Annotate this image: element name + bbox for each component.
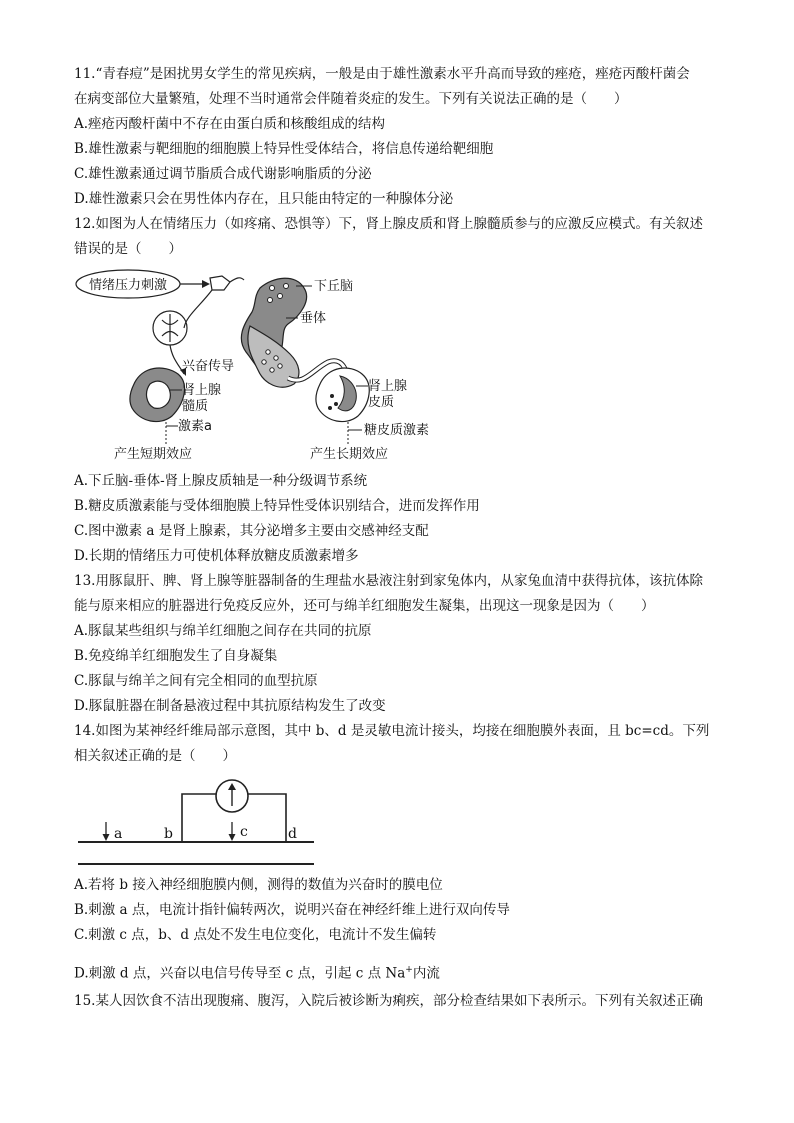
sodium-charge: +	[405, 965, 413, 975]
q14-option-d-tail: 内流	[412, 965, 440, 982]
q12-stem-line-2: 错误的是（ ）	[74, 241, 182, 257]
q14-stem-line-2: 相关叙述正确的是（ ）	[74, 748, 236, 764]
glucocorticoid-label: 糖皮质激素	[364, 423, 430, 438]
q14-option-d	[74, 960, 440, 984]
conduction-label: 兴奋传导	[182, 359, 235, 374]
q11-option-c: C.雄性激素通过调节脂质合成代谢影响脂质的分泌	[74, 166, 372, 182]
q13-option-a: A.豚鼠某些组织与绵羊红细胞之间存在共同的抗原	[74, 623, 372, 639]
adrenal-cortex	[316, 368, 369, 422]
q14-option-c: C.刺激 c 点，b、d 点处不发生电位变化，电流计不发生偏转	[74, 927, 437, 943]
short-effect-label: 产生短期效应	[114, 447, 193, 462]
q11-option-d: D.雄性激素只会在男性体内存在，且只能由特定的一种腺体分泌	[74, 191, 454, 207]
nerve-fiber-figure	[74, 776, 324, 872]
q13-option-c: C.豚鼠与绵羊之间有完全相同的血型抗原	[74, 673, 318, 689]
point-a-label: a	[114, 826, 123, 842]
q14-option-d-text: D.刺激 d 点，兴奋以电信号传导至 c 点，引起 c 点 Na	[74, 965, 406, 982]
medulla-label-2: 髓质	[182, 399, 209, 414]
stress-response-figure	[74, 266, 464, 466]
q12-option-d: D.长期的情绪压力可使机体释放糖皮质激素增多	[74, 548, 359, 564]
hypothalamus-label: 下丘脑	[314, 279, 354, 294]
hormone-a-label: 激素a	[178, 419, 212, 434]
q11-stem-line-2: 在病变部位大量繁殖，处理不当时通常会伴随着炎症的发生。下列有关说法正确的是（ ）	[74, 91, 628, 107]
q14-stem-line-1: 14.如图为某神经纤维局部示意图，其中 b、d 是灵敏电流计接头，均接在细胞膜外表面，且 bc=cd。下列	[74, 723, 710, 739]
q15-stem-line-1: 15.某人因饮食不洁出现腹痛、腹泻，入院后被诊断为痢疾，部分检查结果如下表所示。下列有关叙述正确	[74, 993, 703, 1009]
q11-option-b: B.雄性激素与靶细胞的细胞膜上特异性受体结合，将信息传递给靶细胞	[74, 141, 494, 157]
cortex-label-2: 皮质	[368, 395, 395, 410]
q13-stem-line-2: 能与原来相应的脏器进行免疫反应外，还可与绵羊红细胞发生凝集，出现这一现象是因为（ ）	[74, 598, 655, 614]
pituitary-label: 垂体	[300, 311, 327, 326]
q13-option-b: B.免疫绵羊红细胞发生了自身凝集	[74, 648, 278, 664]
long-effect-label: 产生长期效应	[310, 447, 389, 462]
medulla-label-1: 肾上腺	[182, 383, 222, 398]
q11-stem-line-1: 11.“青春痘”是困扰男女学生的常见疾病，一般是由于雄性激素水平升高而导致的痤疮，痤疮丙酸杆菌会	[74, 66, 690, 82]
point-c-label: c	[240, 824, 248, 840]
q12-option-b: B.糖皮质激素能与受体细胞膜上特异性受体识别结合，进而发挥作用	[74, 498, 480, 514]
q13-option-d: D.豚鼠脏器在制备悬液过程中其抗原结构发生了改变	[74, 698, 386, 714]
stimulus-label: 情绪压力刺激	[88, 278, 168, 293]
q12-option-a: A.下丘脑-垂体-肾上腺皮质轴是一种分级调节系统	[74, 473, 368, 489]
cortex-label-1: 肾上腺	[368, 379, 408, 394]
q12-option-c: C.图中激素 a 是肾上腺素，其分泌增多主要由交感神经支配	[74, 523, 429, 539]
point-b-label: b	[164, 826, 173, 842]
q14-option-a: A.若将 b 接入神经细胞膜内侧，测得的数值为兴奋时的膜电位	[74, 877, 443, 893]
q11-option-a: A.痤疮丙酸杆菌中不存在由蛋白质和核酸组成的结构	[74, 116, 386, 132]
point-d-label: d	[288, 826, 297, 842]
q14-option-b: B.刺激 a 点，电流计指针偏转两次，说明兴奋在神经纤维上进行双向传导	[74, 902, 510, 918]
q13-stem-line-1: 13.用豚鼠肝、脾、肾上腺等脏器制备的生理盐水悬液注射到家兔体内，从家兔血清中获得抗体，该抗体除	[74, 573, 703, 589]
q12-stem-line-1: 12.如图为人在情绪压力（如疼痛、恐惧等）下，肾上腺皮质和肾上腺髓质参与的应激反应模式。有关叙述	[74, 216, 703, 232]
